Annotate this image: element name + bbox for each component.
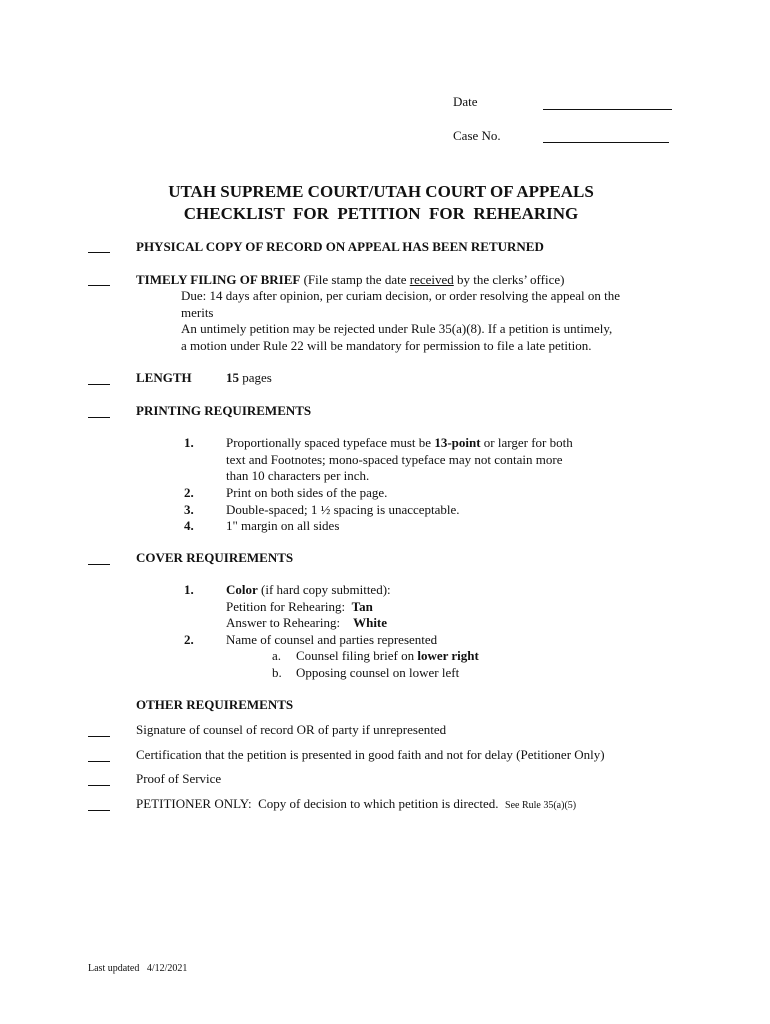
sub-letter: b. [272, 665, 282, 680]
timely-line: Due: 14 days after opinion, per curiam decision, or order resolving the appeal on the [181, 288, 620, 303]
checkbox-blank-physical[interactable] [88, 252, 110, 253]
checkbox-blank-printing[interactable] [88, 417, 110, 418]
timely-paren-underlined: received [409, 272, 454, 287]
timely-filing-item [136, 272, 564, 288]
printing-heading: PRINTING REQUIREMENTS [136, 403, 312, 418]
date-field[interactable] [543, 109, 672, 110]
decision-text: PETITIONER ONLY: Copy of decision to which petition is directed. [136, 796, 499, 811]
timely-paren-pre: (File stamp the date [300, 272, 410, 287]
printing-item-1 [226, 435, 573, 451]
other-heading: OTHER REQUIREMENTS [136, 697, 294, 712]
other-item-proof: Proof of Service [136, 771, 222, 786]
timely-paren-post: by the clerks’ office) [453, 272, 565, 287]
printing-item-1-cont: text and Footnotes; mono-spaced typeface may not contain more [226, 452, 563, 467]
checkbox-blank-length[interactable] [88, 384, 110, 385]
date-label: Date [453, 94, 478, 109]
cover-color-bold: Color [226, 582, 258, 597]
petition-color-value: Tan [351, 599, 373, 614]
printing-item-4: 1" margin on all sides [226, 518, 340, 533]
list-number: 1. [184, 435, 194, 450]
cover-heading: COVER REQUIREMENTS [136, 550, 294, 565]
case-no-field[interactable] [543, 142, 669, 143]
checkbox-blank-certification[interactable] [88, 761, 110, 762]
list-number: 3. [184, 502, 194, 517]
timely-line: An untimely petition may be rejected under Rule 35(a)(8). If a petition is untimely, [181, 321, 613, 336]
answer-label: Answer to Rehearing: [226, 615, 354, 630]
list-number: 1. [184, 582, 194, 597]
printing-item-2: Print on both sides of the page. [226, 485, 388, 500]
checkbox-blank-signature[interactable] [88, 736, 110, 737]
length-number: 15 [226, 370, 239, 385]
printing-item-1-pre: Proportionally spaced typeface must be [226, 435, 435, 450]
other-item-certification: Certification that the petition is presented in good faith and not for delay (Petitioner Only) [136, 747, 605, 762]
cover-item-color [226, 582, 391, 598]
title-line-2: CHECKLIST FOR PETITION FOR REHEARING [183, 204, 579, 223]
printing-item-1-post: or larger for both [480, 435, 573, 450]
subitem-a-text: Counsel filing brief on [296, 648, 418, 663]
title-line-1: UTAH SUPREME COURT/UTAH COURT OF APPEALS [168, 182, 594, 201]
petition-label: Petition for Rehearing: [226, 599, 352, 614]
timely-line: merits [181, 305, 214, 320]
list-number: 2. [184, 485, 194, 500]
cover-subitem-a [296, 648, 479, 664]
other-item-signature: Signature of counsel of record OR of party if unrepresented [136, 722, 447, 737]
length-heading: LENGTH [136, 370, 192, 385]
rule-reference: See Rule 35(a)(5) [505, 800, 577, 811]
printing-item-1-bold: 13-point [434, 435, 481, 450]
checkbox-blank-proof[interactable] [88, 785, 110, 786]
last-updated-footer: Last updated 4/12/2021 [88, 963, 188, 974]
other-item-decision [136, 796, 576, 814]
timely-line: a motion under Rule 22 will be mandatory for permission to file a late petition. [181, 338, 592, 353]
printing-item-3: Double-spaced; 1 ½ spacing is unacceptable. [226, 502, 460, 517]
physical-copy-item: PHYSICAL COPY OF RECORD ON APPEAL HAS BEEN RETURNED [136, 239, 544, 254]
printing-item-1-cont: than 10 characters per inch. [226, 468, 370, 483]
checkbox-blank-decision[interactable] [88, 810, 110, 811]
cover-item-counsel: Name of counsel and parties represented [226, 632, 438, 647]
cover-subitem-b: Opposing counsel on lower left [296, 665, 460, 680]
cover-color-rest: (if hard copy submitted): [257, 582, 391, 597]
list-number: 2. [184, 632, 194, 647]
cover-answer-color [226, 615, 387, 631]
checkbox-blank-cover[interactable] [88, 564, 110, 565]
length-value [226, 370, 272, 386]
answer-color-value: White [353, 615, 388, 630]
length-unit: pages [239, 370, 272, 385]
timely-heading: TIMELY FILING OF BRIEF [136, 272, 301, 287]
checkbox-blank-timely[interactable] [88, 285, 110, 286]
sub-letter: a. [272, 648, 282, 663]
cover-petition-color [226, 599, 373, 615]
subitem-a-bold: lower right [417, 648, 479, 663]
case-no-label: Case No. [453, 128, 501, 143]
list-number: 4. [184, 518, 194, 533]
